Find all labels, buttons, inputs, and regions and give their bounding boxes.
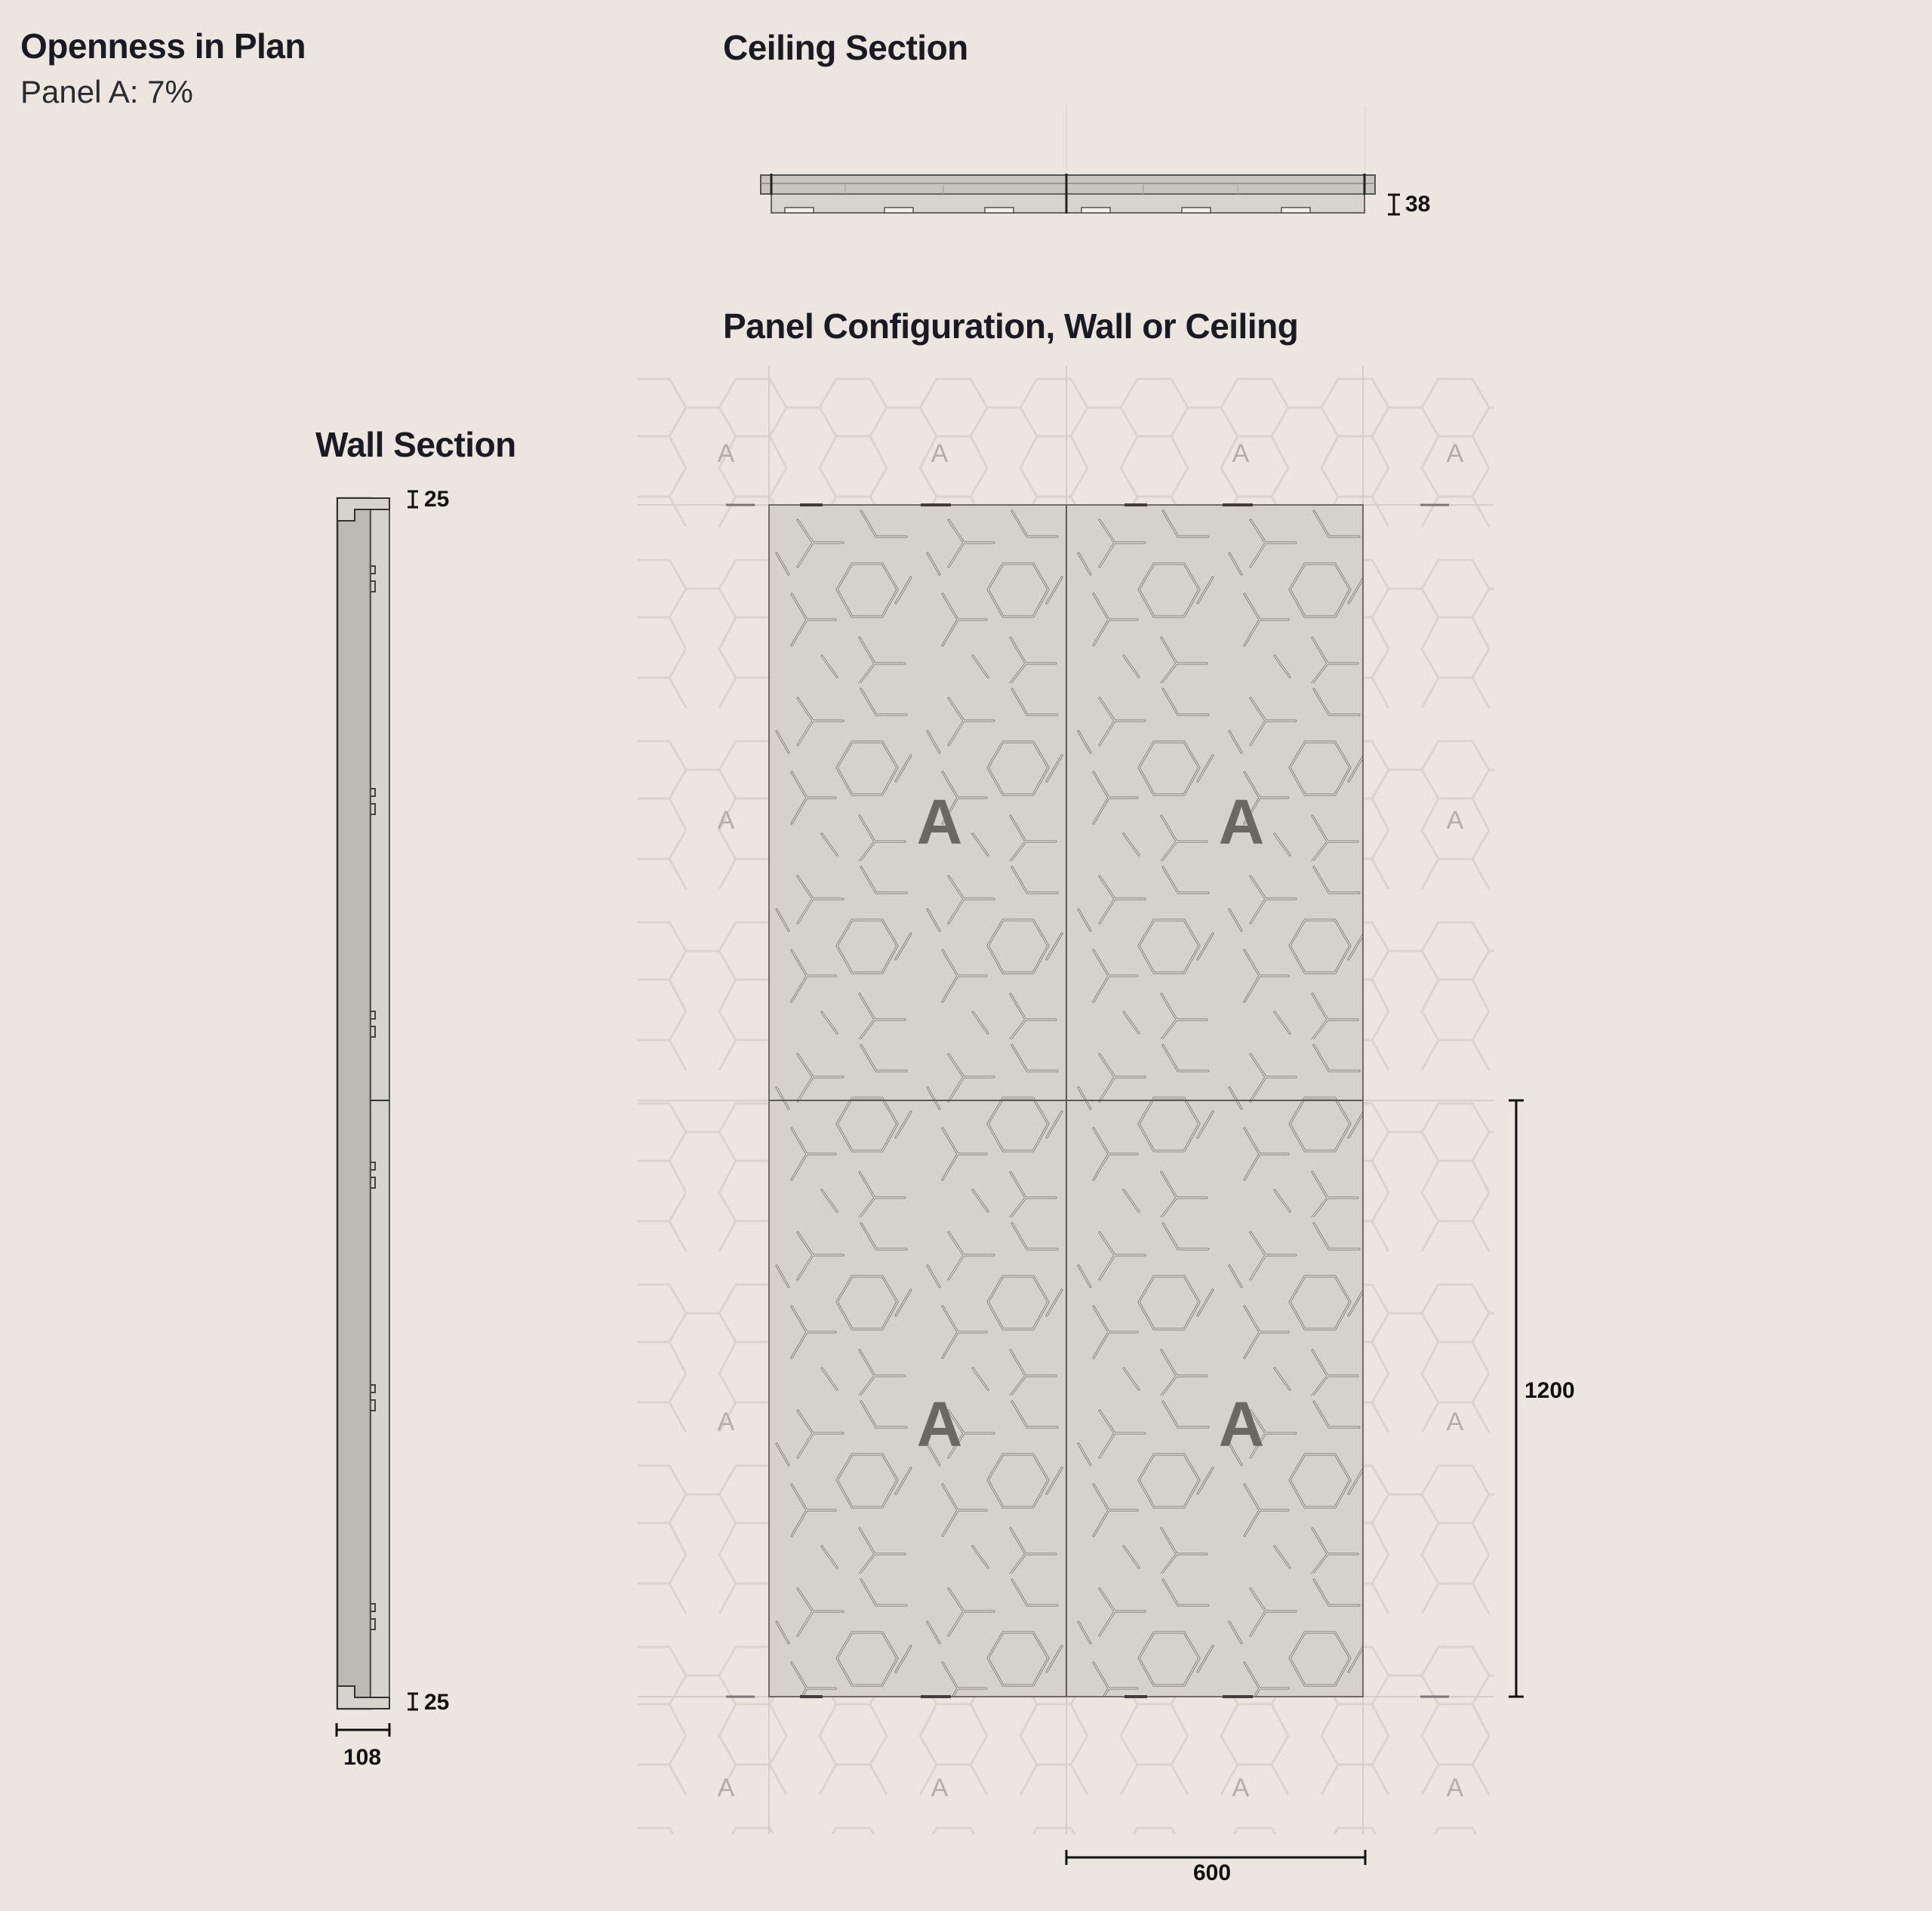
ceiling-depth-dimension	[1388, 195, 1400, 214]
wall-section-title: Wall Section	[315, 425, 516, 464]
height-dimension-label: 1200	[1524, 1378, 1575, 1403]
height-dimension	[1509, 1100, 1524, 1697]
ghost-panel-letter: A	[1446, 1774, 1464, 1802]
panel-letter: A	[916, 786, 963, 857]
ceiling-depth-label: 38	[1405, 192, 1431, 217]
panel-configuration-title: Panel Configuration, Wall or Ceiling	[723, 306, 1299, 346]
wall-bottom-dimension	[408, 1694, 418, 1709]
wall-depth-label: 108	[343, 1745, 382, 1770]
ghost-panel-letter: A	[1232, 439, 1250, 468]
ghost-panel-letter: A	[717, 806, 735, 835]
wall-top-dimension	[408, 491, 418, 507]
panel-grid	[769, 505, 1363, 1697]
ghost-panel-letter: A	[717, 439, 735, 468]
panel-letter: A	[916, 1389, 963, 1460]
wall-top-label: 25	[424, 487, 450, 512]
openness-value: Panel A: 7%	[20, 74, 193, 109]
wall-depth-dimension	[337, 1723, 389, 1737]
ghost-panel-letter: A	[717, 1408, 735, 1436]
panel-letter: A	[1218, 1389, 1265, 1460]
ghost-panel-letter: A	[1446, 1408, 1464, 1436]
width-dimension-label: 600	[1192, 1860, 1232, 1885]
ghost-panel-letter: A	[931, 439, 949, 468]
ghost-panel-letter: A	[1446, 806, 1464, 835]
panel-letter: A	[1218, 786, 1265, 857]
openness-title: Openness in Plan	[20, 26, 306, 66]
wall-bottom-label: 25	[424, 1690, 450, 1715]
ceiling-section-title: Ceiling Section	[723, 28, 968, 67]
ghost-panel-letter: A	[1446, 439, 1464, 468]
ghost-panel-letter: A	[717, 1774, 735, 1802]
ghost-panel-letter: A	[1232, 1774, 1250, 1802]
wall-section-drawing	[337, 498, 389, 1709]
ghost-panel-letter: A	[931, 1774, 949, 1802]
ceiling-section-drawing	[761, 106, 1375, 214]
